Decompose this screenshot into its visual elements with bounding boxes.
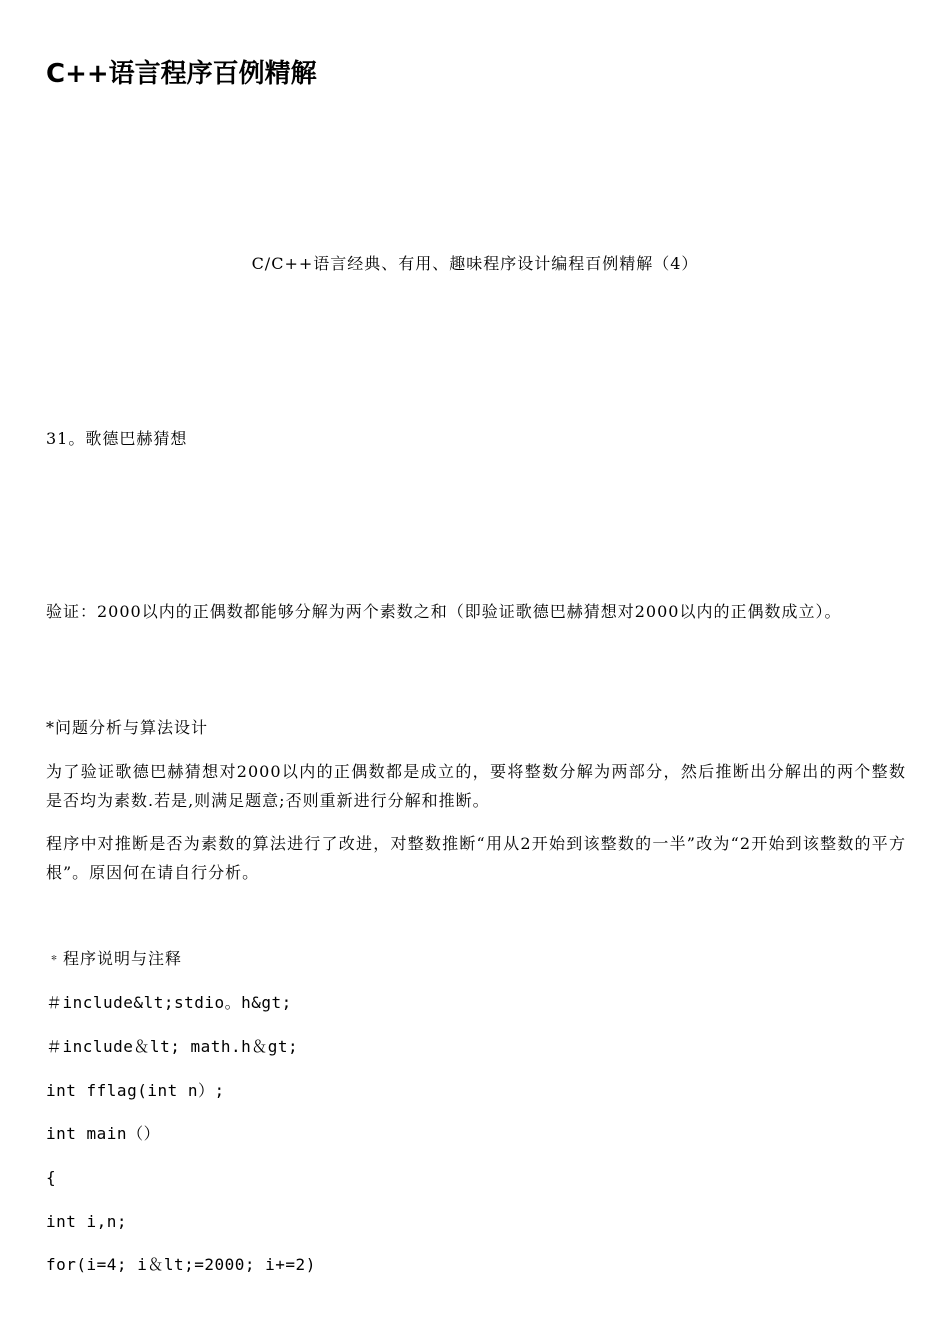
problem-statement: 验证：2000以内的正偶数都能够分解为两个素数之和（即验证歌德巴赫猜想对2000以内的正偶数成立）。 [46,602,842,621]
problem-heading: 31。歌德巴赫猜想 [46,429,188,448]
code-line: ＃include＆lt; math.h＆gt; [46,1037,299,1056]
code-line: int fflag(int n）; [46,1081,225,1100]
analysis-heading: *问题分析与算法设计 [46,718,209,737]
program-heading: ﹡程序说明与注释 [46,949,183,968]
code-line: { [46,1168,57,1187]
document-subtitle: C/C++语言经典、有用、趣味程序设计编程百例精解（4） [251,254,699,273]
page-title: C++语言程序百例精解 [46,59,317,89]
analysis-paragraph-1: 为了验证歌德巴赫猜想对2000以内的正偶数都是成立的，要将整数分解为两部分，然后推断出分解出的两个整数是否均为素数.若是,则满足题意;否则重新进行分解和推断。 [46,762,906,810]
code-line: int i,n; [46,1212,128,1231]
code-line: int main（） [46,1124,161,1143]
code-line: for(i=4; i＆lt;=2000; i+=2) [46,1255,316,1274]
analysis-paragraph-2: 程序中对推断是否为素数的算法进行了改进，对整数推断“用从2开始到该整数的一半”改为“2开始到该整数的平方根”。原因何在请自行分析。 [46,834,906,882]
code-line: ＃include&lt;stdio。h&gt; [46,993,292,1012]
